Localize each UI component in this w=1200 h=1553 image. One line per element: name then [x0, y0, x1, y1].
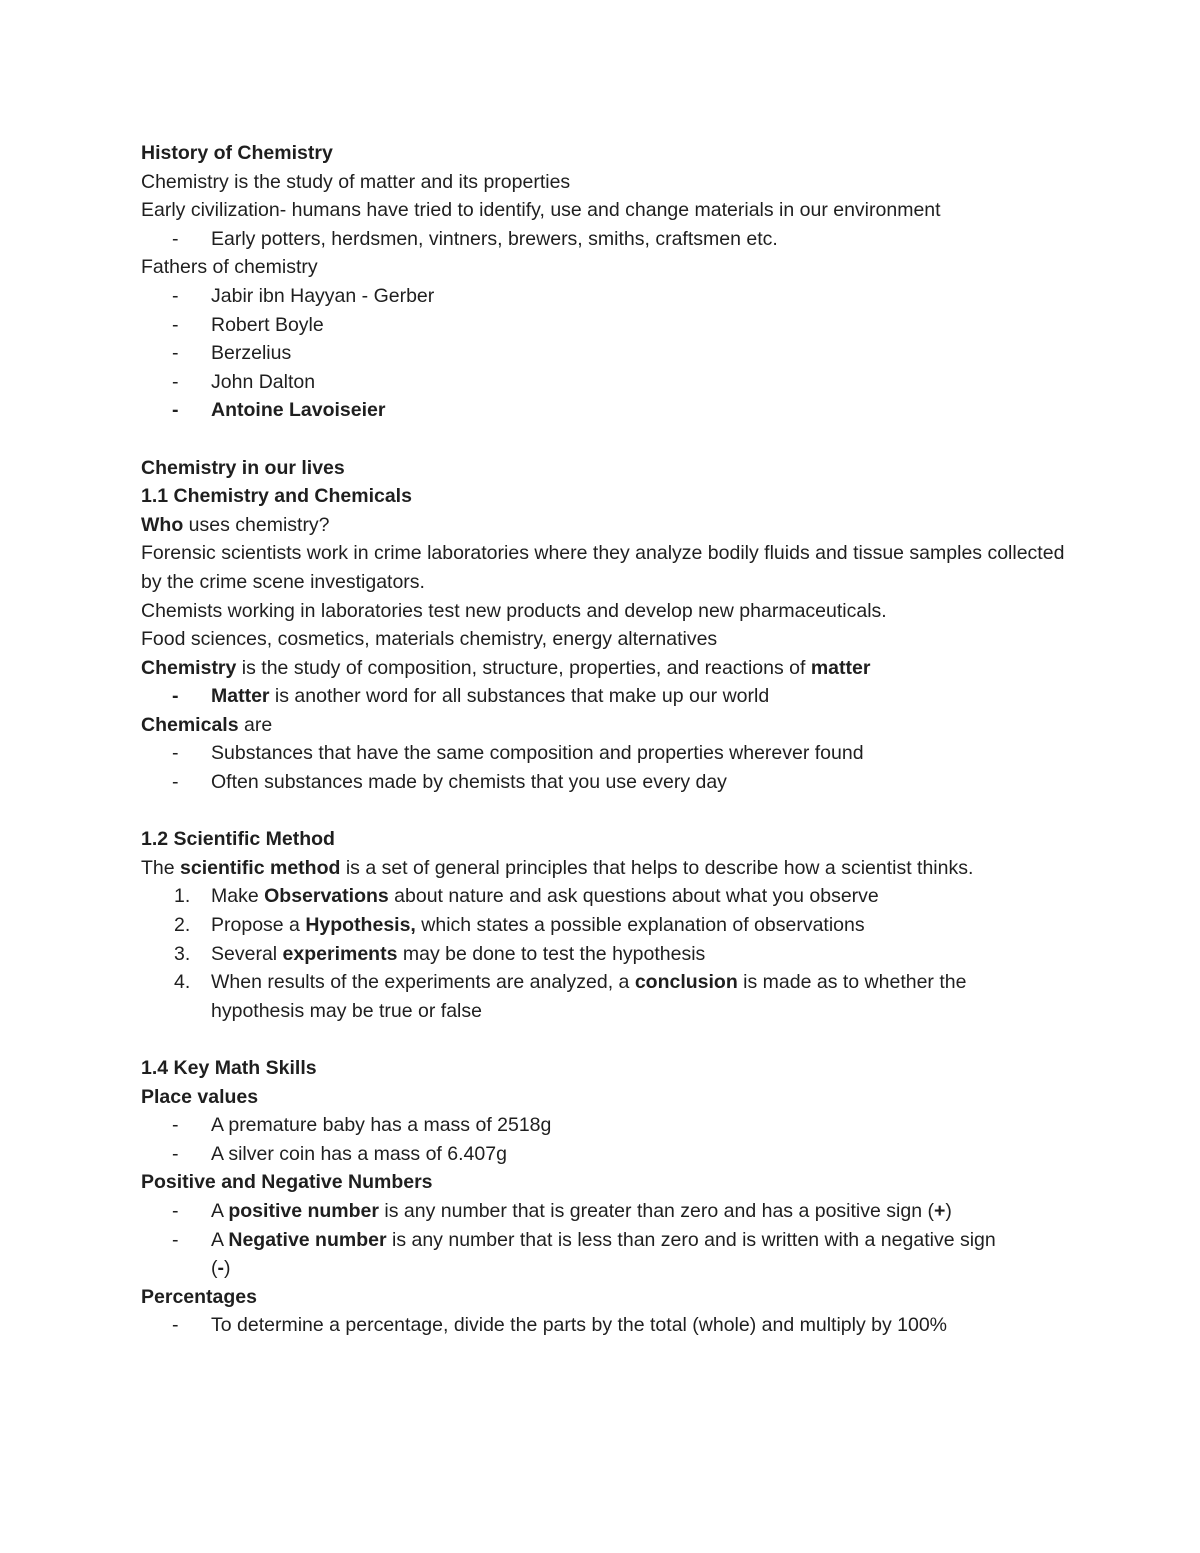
numbered-item — [141, 911, 1071, 940]
text-run: A — [211, 1228, 229, 1251]
bold-term: Negative number — [228, 1228, 387, 1251]
bullet-item — [141, 282, 1071, 311]
spacer — [141, 425, 1071, 454]
dash-marker: - — [172, 227, 179, 250]
bullet-item — [141, 1226, 1071, 1283]
paragraph — [141, 854, 1071, 883]
bold-term: positive number — [228, 1199, 379, 1222]
text-run: Make — [211, 885, 265, 908]
dash-marker: - — [172, 1142, 179, 1165]
list-number: 4. — [174, 971, 191, 994]
minus-sign: - — [217, 1257, 224, 1280]
bullet-item — [141, 339, 1071, 368]
bold-term: experiments — [282, 942, 398, 965]
text-run: is any number that is greater than zero and has a positive sign ( — [378, 1199, 934, 1222]
dash-marker: - — [172, 771, 179, 794]
bullet-item — [141, 1111, 1071, 1140]
text-run: is made as to whether the hypothesis may be true or false — [211, 971, 967, 1022]
bullet-item — [141, 1140, 1071, 1169]
text-run: The — [141, 856, 181, 879]
text-run: about nature and ask questions about what you observe — [388, 885, 879, 908]
text-run: may be done to test the hypothesis — [397, 942, 706, 965]
text-run: ) — [945, 1199, 952, 1222]
dash-marker: - — [172, 313, 179, 336]
section-heading-lives: Chemistry in our lives — [141, 456, 345, 479]
bold-term: Chemicals — [141, 713, 239, 736]
paragraph: Chemists working in laboratories test new products and develop new pharmaceuticals. — [141, 599, 887, 622]
dash-marker: - — [172, 399, 179, 422]
bullet-text: Early potters, herdsmen, vintners, brewers, smiths, craftsmen etc. — [211, 227, 778, 250]
dash-marker: - — [172, 370, 179, 393]
text-run: are — [238, 713, 273, 736]
bullet-text: To determine a percentage, divide the parts by the total (whole) and multiply by 100% — [211, 1314, 948, 1337]
paragraph: Forensic scientists work in crime laboratories where they analyze bodily fluids and tissue samples collected by the crime scene investigators. — [141, 542, 1065, 593]
bullet-item — [141, 225, 1071, 254]
bullet-item — [141, 368, 1071, 397]
text-run: is a set of general principles that helps to describe how a scientist thinks. — [340, 856, 974, 879]
bullet-text: A premature baby has a mass of 2518g — [211, 1114, 552, 1137]
topic-heading: Positive and Negative Numbers — [141, 1171, 433, 1194]
bullet-text: Substances that have the same composition and properties wherever found — [211, 742, 864, 765]
paragraph: Chemistry is the study of matter and its properties — [141, 170, 571, 193]
bold-term: Observations — [264, 885, 389, 908]
dash-marker: - — [172, 1314, 179, 1337]
text-run: is the study of composition, structure, properties, and reactions of — [236, 656, 811, 679]
topic-heading: Percentages — [141, 1285, 257, 1308]
list-number: 1. — [174, 885, 191, 908]
paragraph: Food sciences, cosmetics, materials chemistry, energy alternatives — [141, 628, 718, 651]
bullet-item — [141, 396, 1071, 425]
bullet-text: John Dalton — [211, 370, 316, 393]
list-number: 3. — [174, 942, 191, 965]
list-number: 2. — [174, 914, 191, 937]
bullet-item — [141, 739, 1071, 768]
bullet-text: Jabir ibn Hayyan - Gerber — [211, 284, 435, 307]
bullet-item — [141, 682, 1071, 711]
bold-term: matter — [810, 656, 871, 679]
bullet-text: Berzelius — [211, 342, 292, 365]
numbered-item — [141, 882, 1071, 911]
paragraph: Early civilization- humans have tried to identify, use and change materials in our environment — [141, 199, 941, 222]
dash-marker: - — [172, 342, 179, 365]
text-run: When results of the experiments are analyzed, a — [211, 971, 635, 994]
section-heading-history: History of Chemistry — [141, 142, 333, 164]
text-run: is any number that is less than zero and is written with a negative sign — [386, 1228, 996, 1251]
bullet-item — [141, 1311, 1071, 1340]
bullet-text: Antoine Lavoiseier — [211, 399, 386, 422]
document-page — [141, 139, 1071, 1340]
paragraph — [141, 711, 1071, 740]
topic-heading: Place values — [141, 1085, 259, 1108]
dash-marker: - — [172, 1228, 179, 1251]
text-run: ( — [211, 1257, 218, 1280]
subsection-heading: 1.4 Key Math Skills — [141, 1057, 317, 1079]
bullet-text: Robert Boyle — [211, 313, 324, 336]
dash-marker: - — [172, 1199, 179, 1222]
bold-term: Hypothesis, — [305, 914, 416, 937]
bullet-item — [141, 311, 1071, 340]
bold-term: scientific method — [180, 856, 341, 879]
spacer — [141, 1025, 1071, 1054]
bullet-item — [141, 768, 1071, 797]
bullet-text: Often substances made by chemists that you use every day — [211, 771, 727, 794]
subsection-heading: 1.1 Chemistry and Chemicals — [141, 485, 412, 508]
text-run: A — [211, 1199, 229, 1222]
bold-term: Chemistry — [141, 656, 237, 679]
text-run: is another word for all substances that make up our world — [269, 685, 770, 708]
text-run: Several — [211, 942, 283, 965]
numbered-item — [141, 940, 1071, 969]
dash-marker: - — [172, 742, 179, 765]
paragraph: Fathers of chemistry — [141, 256, 318, 279]
bold-term: conclusion — [634, 971, 738, 994]
bold-term: Who — [141, 513, 184, 536]
bold-term: Matter — [211, 685, 270, 708]
dash-marker: - — [172, 284, 179, 307]
subsection-heading: 1.2 Scientific Method — [141, 828, 335, 851]
text-run: uses chemistry? — [183, 513, 330, 536]
definition-chemistry — [141, 654, 1071, 683]
dash-marker: - — [172, 1114, 179, 1137]
bullet-text: A silver coin has a mass of 6.407g — [211, 1142, 507, 1165]
text-run: Propose a — [211, 914, 306, 937]
paragraph — [141, 511, 1071, 540]
dash-marker: - — [172, 685, 179, 708]
text-run: ) — [224, 1257, 231, 1280]
spacer — [141, 797, 1071, 826]
text-run: which states a possible explanation of observations — [415, 914, 865, 937]
numbered-item — [141, 968, 1071, 1025]
plus-sign: + — [933, 1199, 946, 1222]
bullet-item — [141, 1197, 1071, 1226]
